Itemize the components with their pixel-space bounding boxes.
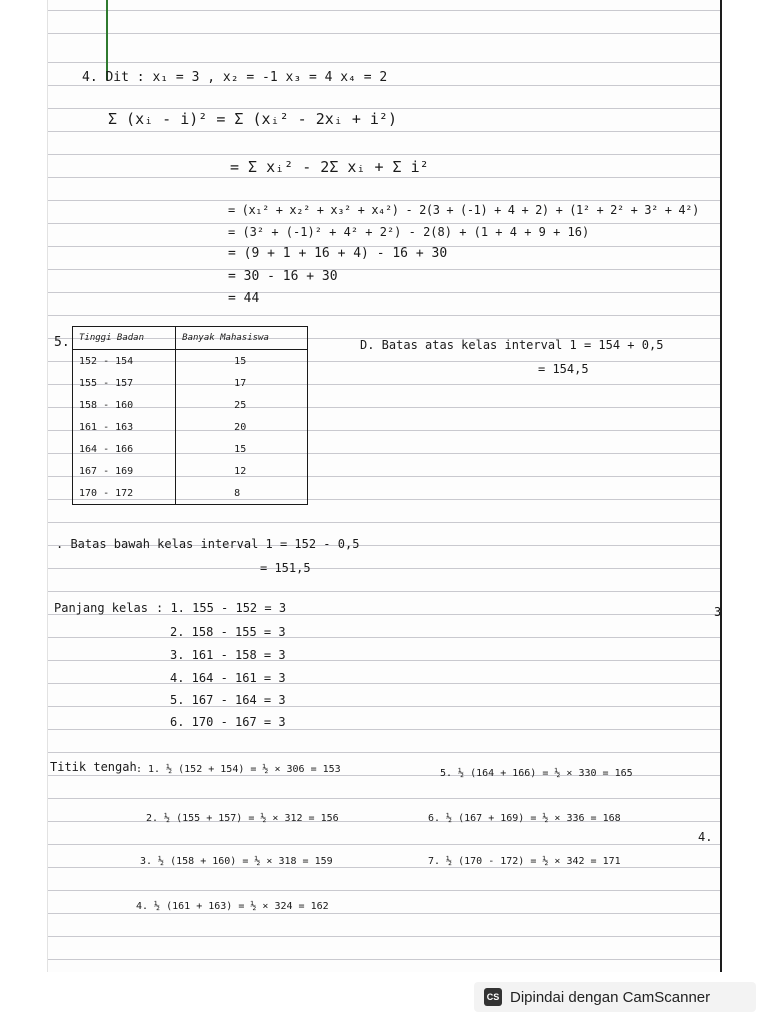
midpoint-title: Titik tengah [50, 760, 137, 774]
cell-frequency: 17 [176, 372, 308, 394]
upper-limit-line2: = 154,5 [538, 362, 589, 376]
q4-line5: = (9 + 1 + 16 + 4) - 16 + 30 [228, 246, 448, 261]
cell-interval: 170 - 172 [73, 482, 176, 505]
class-length-5: 5. 167 - 164 = 3 [170, 693, 286, 707]
lower-limit-line2: = 151,5 [260, 561, 311, 575]
page-mark-4: 4. [698, 830, 713, 844]
class-length-title: Panjang kelas [54, 601, 148, 615]
midpoint-2: 2. ½ (155 + 157) = ½ × 312 = 156 [146, 813, 339, 824]
cell-frequency: 8 [176, 482, 308, 505]
cell-frequency: 20 [176, 416, 308, 438]
q4-line2: = Σ xᵢ² - 2Σ xᵢ + Σ i² [230, 158, 429, 176]
page-mark-3: 3 [714, 605, 722, 619]
cell-frequency: 12 [176, 460, 308, 482]
q4-line7: = 44 [228, 291, 260, 306]
q4-given: 4. Dit : x₁ = 3 , x₂ = -1 x₃ = 4 x₄ = 2 [82, 70, 388, 85]
midpoint-3: 3. ½ (158 + 160) = ½ × 318 = 159 [140, 856, 333, 867]
midpoint-7: 7. ½ (170 - 172) = ½ × 342 = 171 [428, 856, 621, 867]
midpoint-4: 4. ½ (161 + 163) = ½ × 324 = 162 [136, 901, 329, 912]
class-length-3: 3. 161 - 158 = 3 [170, 648, 286, 662]
midpoint-1: : 1. ½ (152 + 154) = ½ × 306 = 153 [136, 764, 341, 775]
class-length-2: 2. 158 - 155 = 3 [170, 625, 286, 639]
table-row [73, 482, 308, 505]
table-row [73, 394, 308, 416]
cell-interval: 164 - 166 [73, 438, 176, 460]
cell-frequency: 15 [176, 350, 308, 373]
q4-line4: = (3² + (-1)² + 4² + 2²) - 2(8) + (1 + 4 + 9 + 16) [228, 225, 590, 239]
header-count: Banyak Mahasiswa [176, 327, 308, 350]
lower-limit-line1: . Batas bawah kelas interval 1 = 152 - 0,5 [56, 537, 360, 551]
table-row [73, 460, 308, 482]
q4-line6: = 30 - 16 + 30 [228, 269, 338, 284]
class-length-4: 4. 164 - 161 = 3 [170, 671, 286, 685]
cell-interval: 158 - 160 [73, 394, 176, 416]
class-length-6: 6. 170 - 167 = 3 [170, 715, 286, 729]
midpoint-5: 5. ½ (164 + 166) = ½ × 330 = 165 [440, 768, 633, 779]
upper-limit-line1: D. Batas atas kelas interval 1 = 154 + 0,5 [360, 338, 664, 352]
table-row [73, 438, 308, 460]
cell-interval: 155 - 157 [73, 372, 176, 394]
q4-line3: = (x₁² + x₂² + x₃² + x₄²) - 2(3 + (-1) + 4 + 2) + (1² + 2² + 3² + 4²) [228, 203, 699, 217]
midpoint-6: 6. ½ (167 + 169) = ½ × 336 = 168 [428, 813, 621, 824]
camscanner-label: Dipindai dengan CamScanner [510, 988, 711, 1006]
cell-frequency: 25 [176, 394, 308, 416]
cell-interval: 161 - 163 [73, 416, 176, 438]
table-row [73, 416, 308, 438]
cell-frequency: 15 [176, 438, 308, 460]
height-frequency-table [72, 326, 308, 505]
header-height: Tinggi Badan [73, 327, 176, 350]
margin-line [106, 0, 108, 80]
class-length-1: : 1. 155 - 152 = 3 [156, 601, 287, 615]
table-row [73, 372, 308, 394]
table-header-row [73, 327, 308, 350]
cell-interval: 152 - 154 [73, 350, 176, 373]
table-row [73, 350, 308, 373]
cell-interval: 167 - 169 [73, 460, 176, 482]
camscanner-logo-icon: CS [484, 988, 502, 1006]
camscanner-watermark [474, 982, 756, 1012]
q4-line1: Σ (xᵢ - i)² = Σ (xᵢ² - 2xᵢ + i²) [108, 110, 397, 128]
q5-number: 5. [54, 335, 70, 350]
